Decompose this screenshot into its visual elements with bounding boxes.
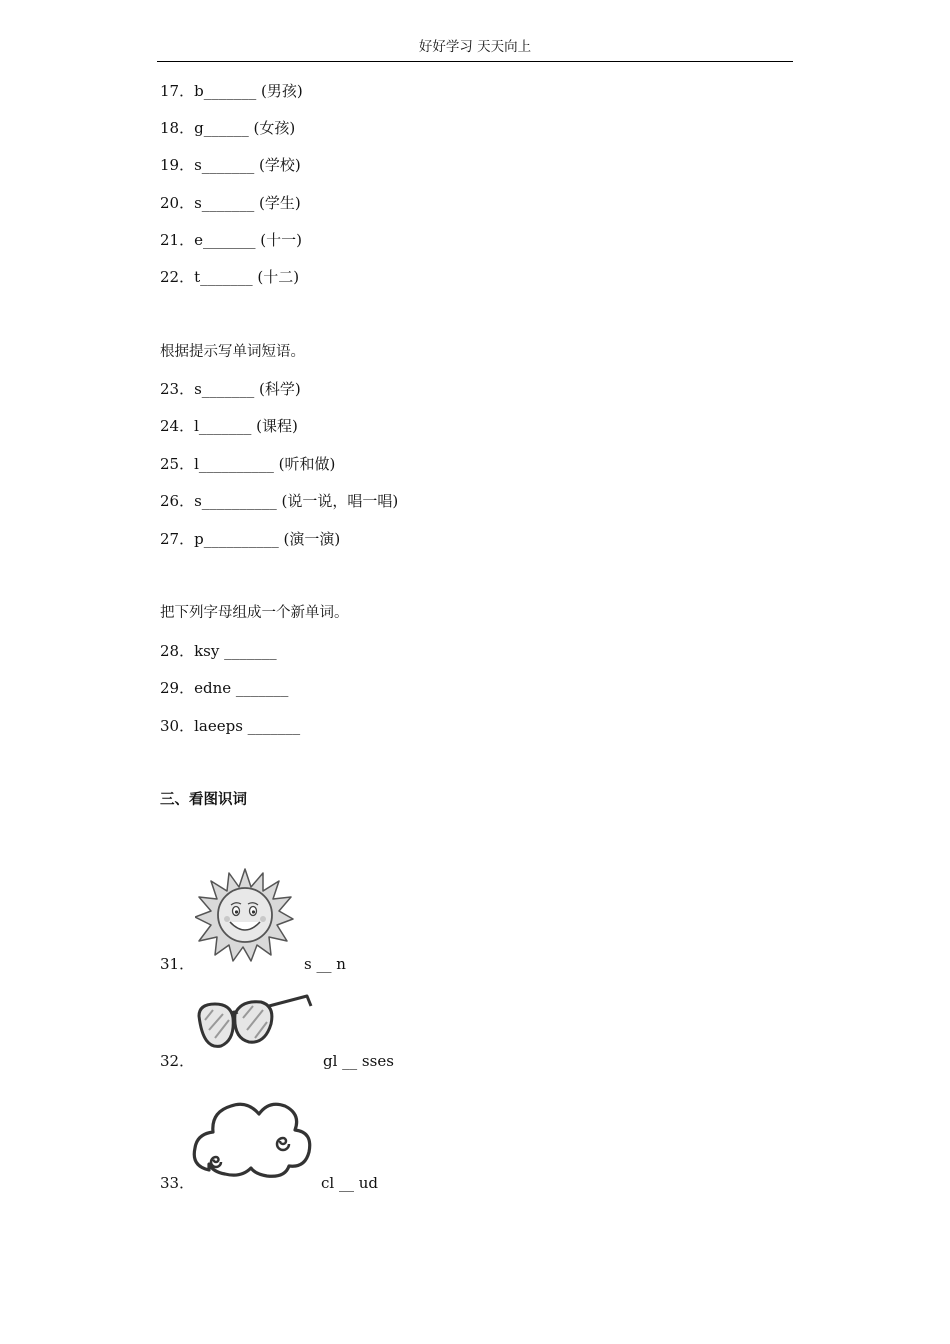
item-text: t_______ (十二) <box>194 268 300 286</box>
item-number: 20． <box>160 194 195 212</box>
item-number: 26． <box>160 492 195 510</box>
item-number: 29． <box>160 679 195 697</box>
item-text: p__________ (演一演) <box>194 530 341 548</box>
item-number: 23． <box>160 380 195 398</box>
list-item <box>160 230 302 250</box>
item-text: s __ n <box>304 955 346 973</box>
list-item <box>160 267 299 287</box>
item-text: s_______ (学生) <box>194 194 301 212</box>
item-text: edne _______ <box>194 679 289 697</box>
item-text: gl __ sses <box>323 1052 394 1070</box>
item-text: l__________ (听和做) <box>194 455 336 473</box>
item-number: 33． <box>160 1174 195 1192</box>
item-number: 30． <box>160 717 195 735</box>
list-item <box>160 641 277 661</box>
section-instruction: 把下列字母组成一个新单词。 <box>160 605 349 621</box>
cloud-icon <box>191 1094 313 1184</box>
list-item <box>160 1173 194 1193</box>
item-text: s_______ (学校) <box>194 156 301 174</box>
page-header <box>157 36 793 62</box>
item-text: s_______ (科学) <box>194 380 301 398</box>
item-text: l_______ (课程) <box>194 417 298 435</box>
item-number: 24． <box>160 417 195 435</box>
list-item <box>160 454 335 474</box>
item-number: 31． <box>160 955 195 973</box>
list-item <box>160 81 303 101</box>
item-number: 18． <box>160 119 195 137</box>
item-number: 17． <box>160 82 195 100</box>
item-text: b_______ (男孩) <box>194 82 303 100</box>
item-number: 25． <box>160 455 195 473</box>
item-text: g______ (女孩) <box>194 119 296 137</box>
header-title: 好好学习 天天向上 <box>418 39 532 55</box>
section-instruction: 根据提示写单词短语。 <box>160 344 305 360</box>
item-number: 21． <box>160 231 195 249</box>
item-number: 28． <box>160 642 195 660</box>
list-item <box>160 155 301 175</box>
list-item <box>160 954 194 974</box>
item-text: s__________ (说一说，唱一唱) <box>194 492 399 510</box>
list-item <box>160 118 295 138</box>
item-text: cl __ ud <box>321 1174 378 1192</box>
item-number: 32． <box>160 1052 195 1070</box>
item-number: 22． <box>160 268 195 286</box>
list-item <box>160 1051 194 1071</box>
glasses-icon <box>195 990 313 1056</box>
list-item <box>160 678 288 698</box>
item-text: e_______ (十一) <box>194 231 302 249</box>
list-item <box>160 379 301 399</box>
item-number: 19． <box>160 156 195 174</box>
list-item <box>160 716 300 736</box>
item-number: 27． <box>160 530 195 548</box>
list-item <box>160 491 398 511</box>
list-item <box>160 529 340 549</box>
list-item <box>160 416 298 436</box>
item-text: laeeps _______ <box>194 717 301 735</box>
item-text: ksy _______ <box>194 642 277 660</box>
sun-icon <box>195 867 295 963</box>
section-title: 三、看图识词 <box>160 792 247 808</box>
list-item <box>160 193 301 213</box>
